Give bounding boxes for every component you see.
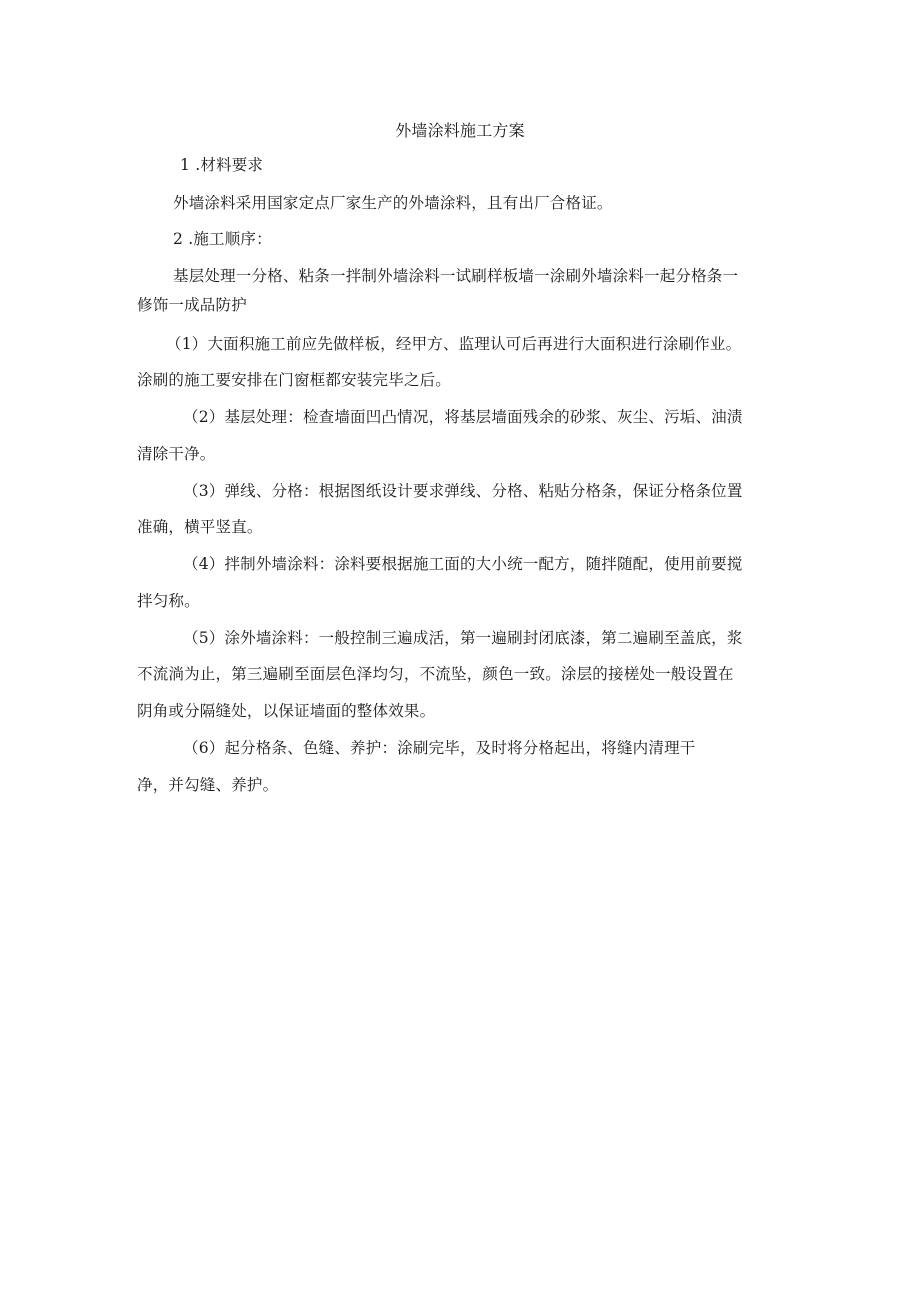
section1-body: 外墙涂料采用国家定点厂家生产的外墙涂料，且有出厂合格证。: [173, 194, 613, 212]
item2-line-2: 清除干净。: [137, 445, 216, 463]
item1-line-2: 涂刷的施工要安排在门窗框都安装完毕之后。: [137, 371, 452, 389]
item6-line-2: 净，并勾缝、养护。: [137, 776, 279, 794]
item4-line-1: （4）拌制外墙涂料：涂料要根据施工面的大小统一配方，随拌随配，使用前要搅: [183, 555, 743, 573]
section1-heading: 1 .材料要求: [180, 156, 264, 174]
sequence-line-1: 基层处理一分格、粘条一拌制外墙涂料一试刷样板墙一涂刷外墙涂料一起分格条一: [173, 267, 739, 285]
item3-line-2: 准确，横平竖直。: [137, 518, 263, 536]
item3-line-1: （3）弹线、分格：根据图纸设计要求弹线、分格、粘贴分格条，保证分格条位置: [183, 482, 743, 500]
item5-line-1: （5）涂外墙涂料：一般控制三遍成活，第一遍刷封闭底漆，第二遍刷至盖底，浆: [183, 629, 743, 647]
item4-line-2: 拌匀称。: [137, 592, 200, 610]
item5-line-2: 不流淌为止，第三遍刷至面层色泽均匀，不流坠，颜色一致。涂层的接槎处一般设置在: [137, 665, 734, 683]
item5-line-3: 阴角或分隔缝处，以保证墙面的整体效果。: [137, 702, 436, 720]
sequence-line-2: 修饰一成品防护: [137, 296, 247, 314]
item6-line-1: （6）起分格条、色缝、养护：涂刷完毕，及时将分格起出，将缝内清理干: [183, 739, 696, 757]
section2-heading: 2 .施工顺序：: [173, 230, 272, 248]
item2-line-1: （2）基层处理：检查墙面凹凸情况，将基层墙面残余的砂浆、灰尘、污垢、油渍: [183, 408, 743, 426]
item1-line-1: （1）大面积施工前应先做样板，经甲方、监理认可后再进行大面积进行涂刷作业。: [166, 335, 742, 353]
document-title: 外墙涂料施工方案: [395, 121, 525, 140]
